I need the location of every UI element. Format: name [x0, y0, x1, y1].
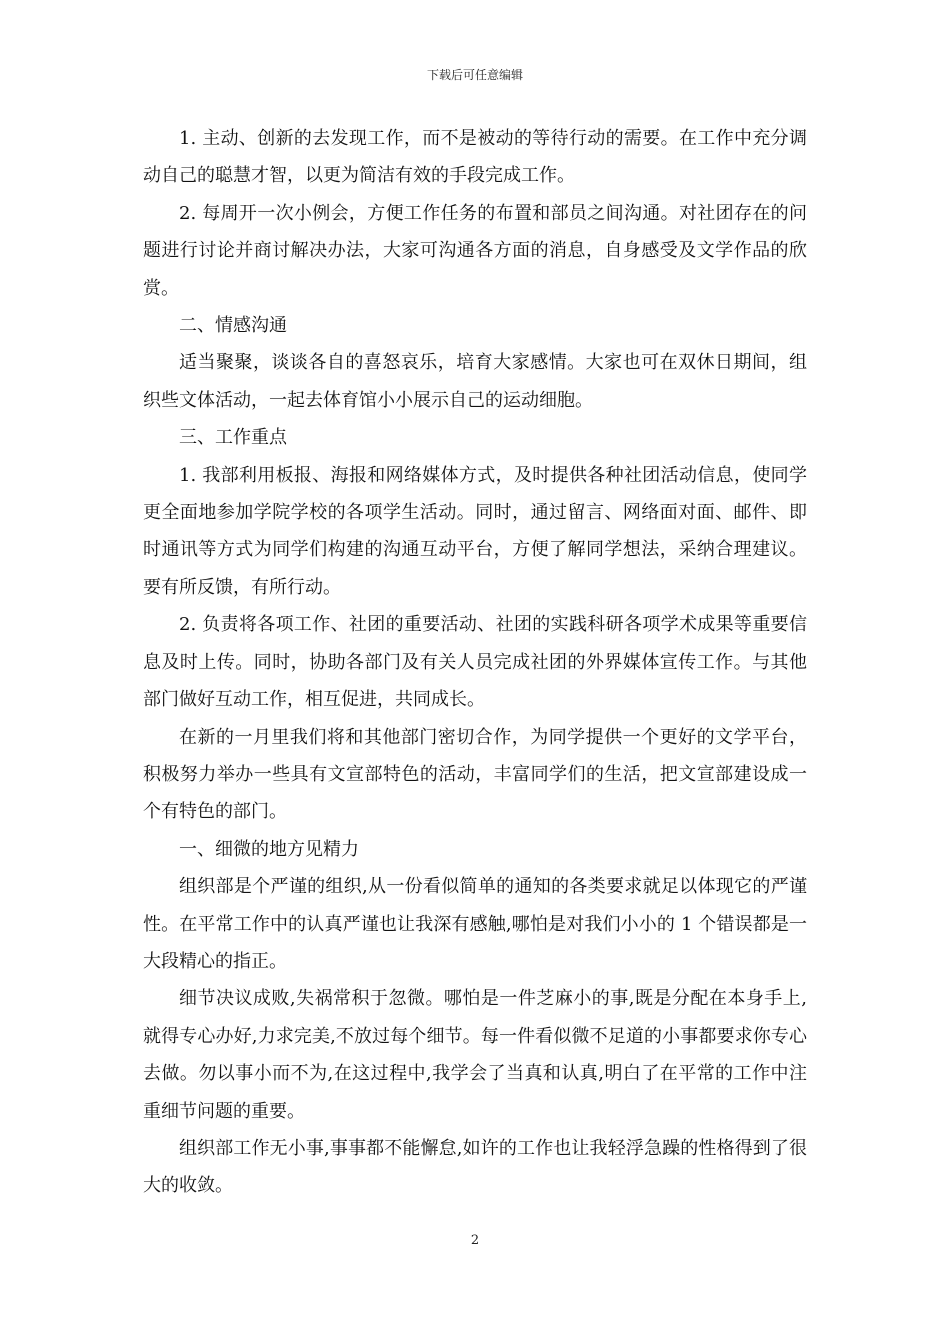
paragraph: 组织部是个严谨的组织,从一份看似简单的通知的各类要求就足以体现它的严谨性。在平常工作中的认真严谨也让我深有感触,哪怕是对我们小小的 1 个错误都是一大段精心的指正。 — [143, 876, 807, 972]
section-heading: 三、工作重点 — [179, 427, 287, 449]
document-body — [143, 120, 807, 1205]
paragraph: 组织部工作无小事,事事都不能懈怠,如许的工作也让我轻浮急躁的性格得到了很大的收敛。 — [143, 1137, 807, 1197]
section-heading: 二、情感沟通 — [179, 315, 287, 337]
paragraph: 在新的一月里我们将和其他部门密切合作，为同学提供一个更好的文学平台，积极努力举办一些具有文宣部特色的活动，丰富同学们的生活，把文宣部建设成一个有特色的部门。 — [143, 726, 807, 823]
page-header: 下载后可任意编辑 — [426, 68, 523, 82]
paragraph: 1. 主动、创新的去发现工作，而不是被动的等待行动的需要。在工作中充分调动自己的聪慧才智，以更为简洁有效的手段完成工作。 — [143, 128, 807, 187]
paragraph: 适当聚聚，谈谈各自的喜怒哀乐，培育大家感情。大家也可在双休日期间，组织些文体活动，一起去体育馆小小展示自己的运动细胞。 — [143, 352, 807, 411]
paragraph: 1. 我部利用板报、海报和网络媒体方式，及时提供各种社团活动信息，使同学更全面地参加学院学校的各项学生活动。同时，通过留言、网络面对面、邮件、即时通讯等方式为同学们构建的沟通互动平台，方便了解同学想法，采纳合理建议。要有所反馈，有所行动。 — [143, 464, 807, 598]
page-number: 2 — [470, 1233, 480, 1248]
paragraph: 2. 负责将各项工作、社团的重要活动、社团的实践科研各项学术成果等重要信息及时上传。同时，协助各部门及有关人员完成社团的外界媒体宣传工作。与其他部门做好互动工作，相互促进，共同成长。 — [143, 614, 807, 711]
paragraph: 细节决议成败,失祸常积于忽微。哪怕是一件芝麻小的事,既是分配在本身手上,就得专心办好,力求完美,不放过每个细节。每一件看似微不足道的小事都要求你专心去做。勿以事小而不为,在这过程中,我学会了当真和认真,明白了在平常的工作中注重细节问题的重要。 — [143, 988, 807, 1122]
section-heading: 一、细微的地方见精力 — [179, 838, 359, 860]
paragraph: 2. 每周开一次小例会，方便工作任务的布置和部员之间沟通。对社团存在的问题进行讨论并商讨解决办法，大家可沟通各方面的消息，自身感受及文学作品的欣赏。 — [143, 202, 807, 299]
